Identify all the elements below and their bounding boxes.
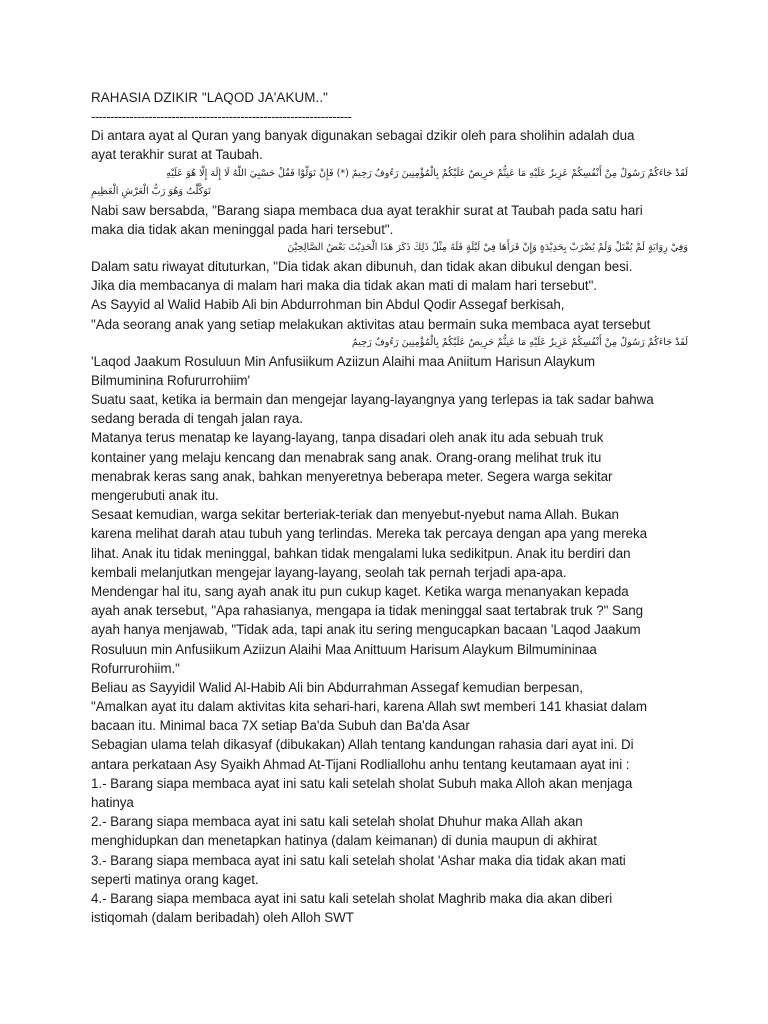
text-line: kembali melanjutkan mengejar layang-layang, seolah tak pernah terjadi apa-apa.	[91, 564, 567, 580]
text-line: kontainer yang melaju kencang dan menabrak sang anak. Orang-orang melihat truk itu	[91, 449, 602, 465]
title-separator: --------------------------------------------------------------------	[91, 109, 352, 125]
list-item-text: menghidupkan dan menetapkan hatinya (dalam keimanan) di dunia maupun di akhirat	[91, 833, 597, 849]
text-line: Sebagian ulama telah dikasyaf (dibukakan) Allah tentang kandungan rahasia dari ayat ini. Di	[91, 737, 634, 753]
arabic-verse-line: لَقَدْ جَاءَكُمْ رَسُولٌ مِنْ أَنْفُسِكُمْ عَزِيزٌ عَلَيْهِ مَا عَنِتُّمْ حَرِيصٌ عَلَيْكُمْ بِالْمُؤْمِنِينَ رَءُوفٌ رَحِيمٌ	[351, 336, 688, 348]
text-line: bacaan itu. Minimal baca 7X setiap Ba'da Subuh dan Ba'da Asar	[91, 718, 470, 734]
text-line: maka dia tidak akan meninggal pada hari tersebut".	[91, 221, 394, 237]
arabic-verse-line: لَقَدْ جَاءَكُمْ رَسُولٌ مِنْ أَنْفُسِكُمْ عَزِيزٌ عَلَيْهِ مَا عَنِتُّمْ حَرِيصٌ عَلَيْكُمْ بِالْمُؤْمِنِينَ رَءُوفٌ رَحِيمٌ (*) فَإِنْ تَوَلَّوْا فَقُلْ حَسْبِيَ اللَّهُ لَا إِلَهَ إِلَّا هُوَ عَلَيْهِ	[166, 167, 688, 179]
list-item-text: hatinya	[91, 795, 134, 810]
text-line: "Amalkan ayat itu dalam aktivitas kita sehari-hari, karena Allah swt memberi 141 khasiat dalam	[91, 699, 648, 715]
text-line: Sesaat kemudian, warga sekitar berteriak-teriak dan menyebut-nyebut nama Allah. Bukan	[91, 507, 619, 523]
list-item-text: 1.- Barang siapa membaca ayat ini satu kali setelah sholat Subuh maka Alloh akan menjaga	[91, 775, 633, 791]
text-line: Mendengar hal itu, sang ayah anak itu pun cukup kaget. Ketika warga menanyakan kepada	[91, 583, 629, 599]
text-line: Di antara ayat al Quran yang banyak digunakan sebagai dzikir oleh para sholihin adalah dua	[91, 128, 635, 144]
text-line: mengerubuti anak itu.	[91, 488, 219, 503]
text-line: Rosuluun min Anfusiikum Aziizun Alaihi Maa Anittuum Harisum Alaykum Bilmumininaa	[91, 641, 597, 657]
text-line: Rofurrurohiim."	[91, 660, 180, 676]
text-line: karena melihat darah atau tubuh yang terlindas. Mereka tak percaya dengan apa yang mereka	[91, 526, 648, 542]
text-line: ayah hanya menjawab, "Tidak ada, tapi anak itu sering mengucapkan bacaan 'Laqod Jaakum	[91, 622, 641, 638]
list-item-text: 2.- Barang siapa membaca ayat ini satu kali setelah sholat Dhuhur maka Allah akan	[91, 814, 583, 830]
text-line: sedang berada di tengah jalan raya.	[91, 411, 303, 427]
text-line: menabrak keras sang anak, bahkan menyeretnya beberapa meter. Segera warga sekitar	[91, 468, 613, 484]
list-item-text: istiqomah (dalam beribadah) oleh Alloh SWT	[91, 910, 354, 926]
list-item-text: 3.- Barang siapa membaca ayat ini satu kali setelah sholat 'Ashar maka dia tidak akan mati	[91, 852, 626, 868]
arabic-verse-line: تَوَكَّلْتُ وَهُوَ رَبُّ الْعَرْشِ الْعَظِيمِ	[91, 185, 211, 197]
text-line: "Ada seorang anak yang setiap melakukan aktivitas atau bermain suka membaca ayat tersebut	[91, 316, 651, 332]
document-body	[91, 88, 691, 927]
text-line: Matanya terus menatap ke layang-layang, tanpa disadari oleh anak itu ada sebuah truk	[91, 430, 604, 446]
text-line: lihat. Anak itu tidak meninggal, bahkan tidak mengalami luka sedikitpun. Anak itu berdiri dan	[91, 545, 631, 561]
text-line: As Sayyid al Walid Habib Ali bin Abdurrohman bin Abdul Qodir Assegaf berkisah,	[91, 297, 565, 313]
text-line: ayat terakhir surat at Taubah.	[91, 147, 263, 163]
text-line: Jika dia membacanya di malam hari maka dia tidak akan mati di malam hari tersebut".	[91, 278, 597, 294]
text-line: Nabi saw bersabda, "Barang siapa membaca dua ayat terakhir surat at Taubah pada satu hari	[91, 202, 643, 218]
list-item-text: 4.- Barang siapa membaca ayat ini satu kali setelah sholat Maghrib maka dia akan diberi	[91, 890, 613, 906]
text-line: ayah anak tersebut, "Apa rahasianya, mengapa ia tidak meninggal saat tertabrak truk ?" Sang	[91, 603, 644, 619]
text-line: Suatu saat, ketika ia bermain dan mengejar layang-layangnya yang terlepas ia tak sadar bahwa	[91, 392, 654, 408]
text-line: antara perkataan Asy Syaikh Ahmad At-Tijani Rodliallohu anhu tentang keutamaan ayat ini :	[91, 756, 630, 772]
list-item-text: seperti matinya orang kaget.	[91, 871, 259, 887]
text-line: Bilmuminina Rofururrohiim'	[91, 372, 251, 388]
document-title: RAHASIA DZIKIR "LAQOD JA'AKUM.."	[91, 90, 328, 105]
text-line: Beliau as Sayyidil Walid Al-Habib Ali bin Abdurrahman Assegaf kemudian berpesan,	[91, 679, 583, 695]
arabic-hadith-line: وَفِيْ رِوَايَةٍ لَمْ يُقْتَلْ وَلَمْ يُضْرَبْ بِحَدِيْدَةٍ وَإِنْ قَرَأَهَا فِيْ لَيْلَةٍ فَلَهُ مِثْلُ ذَلِكَ ذَكَرَ هَذَا الْحَدِيْثَ بَعْضُ الصَّالِحِيْنَ	[287, 241, 688, 253]
text-line: 'Laqod Jaakum Rosuluun Min Anfusiikum Aziizun Alaihi maa Aniitum Harisun Alaykum	[91, 353, 595, 369]
text-line: Dalam satu riwayat dituturkan, "Dia tidak akan dibunuh, dan tidak akan dibukul dengan besi.	[91, 258, 633, 274]
